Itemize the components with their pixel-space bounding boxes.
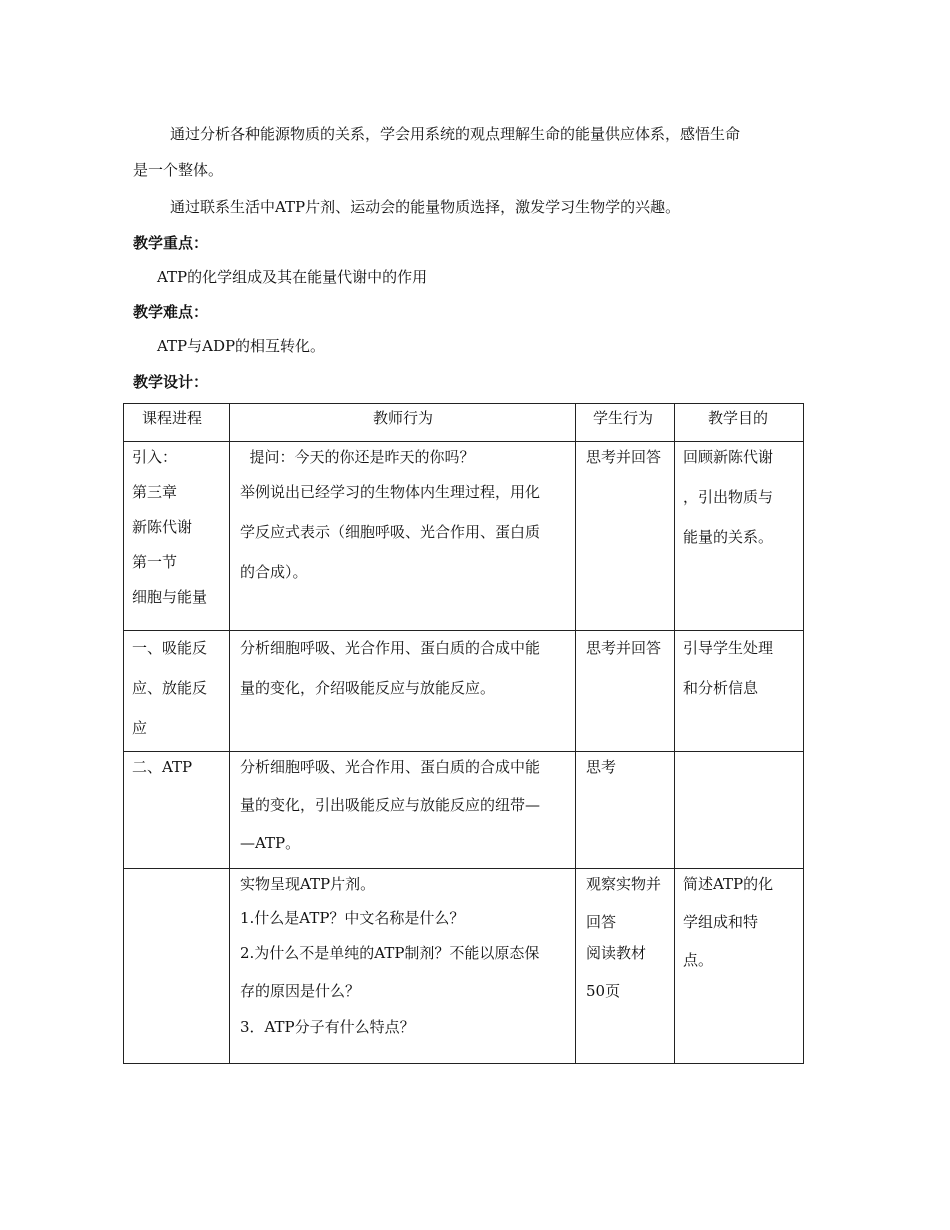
difficulty-heading: 教学难点： (133, 303, 209, 321)
cell-text-line: 量的变化，介绍吸能反应与放能反应。 (240, 679, 496, 697)
teaching-design-table (123, 403, 804, 1064)
cell-content (124, 404, 229, 441)
cell-content (124, 752, 229, 868)
cell-line-wrapper (132, 638, 224, 658)
cell-content (230, 752, 575, 868)
cell-teacher (230, 631, 576, 752)
cell-text-line: 学反应式表示（细胞呼吸、光合作用、蛋白质 (240, 523, 541, 541)
cell-text-line: 引入： (132, 448, 178, 466)
cell-content (576, 869, 674, 1063)
cell-text-line: 2.为什么不是单纯的ATP制剂？不能以原态保 (240, 944, 540, 962)
cell-text-line: 第一节 (132, 553, 178, 571)
cell-text-line: 回顾新陈代谢 (683, 448, 774, 466)
cell-text-line: 量的变化，引出吸能反应与放能反应的纽带— (240, 796, 541, 814)
cell-text-line: 点。 (683, 951, 714, 969)
cell-content (124, 869, 229, 1063)
cell-content (576, 631, 674, 751)
cell-content (576, 404, 674, 441)
cell-content (576, 752, 674, 868)
cell-content (576, 442, 674, 630)
cell-text-line: 存的原因是什么？ (240, 982, 361, 1000)
header-teacher (230, 404, 576, 442)
cell-text-line: 新陈代谢 (132, 518, 193, 536)
cell-content (230, 442, 575, 630)
cell-text-line: ，引出物质与 (683, 488, 774, 506)
cell-content (675, 404, 803, 441)
key-point-text: ATP的化学组成及其在能量代谢中的作用 (157, 268, 428, 286)
cell-process (124, 631, 230, 752)
cell-purpose (675, 631, 804, 752)
cell-teacher (230, 442, 576, 631)
difficulty-text: ATP与ADP的相互转化。 (157, 337, 326, 355)
table-row (124, 752, 804, 869)
cell-process (124, 752, 230, 869)
cell-purpose (675, 752, 804, 869)
cell-text-line: 引导学生处理 (683, 639, 774, 657)
cell-text-line: 应 (132, 719, 148, 737)
header-student (576, 404, 675, 442)
header-process (124, 404, 230, 442)
key-point-heading: 教学重点： (133, 234, 209, 252)
cell-text-line: 50页 (586, 982, 621, 1000)
cell-text-line: 学生行为 (593, 409, 654, 427)
cell-content (124, 442, 229, 630)
cell-text-line: 提问：今天的你还是昨天的你吗？ (240, 448, 475, 466)
cell-text-line: 应、放能反 (132, 679, 208, 697)
cell-student (576, 631, 675, 752)
objective-line-1: 通过分析各种能源物质的关系，学会用系统的观点理解生命的能量供应体系，感悟生命 (170, 125, 741, 143)
cell-text-line: 教师行为 (373, 409, 434, 427)
cell-text-line: 1.什么是ATP？中文名称是什么？ (240, 909, 465, 927)
design-heading: 教学设计： (133, 373, 209, 391)
cell-line-wrapper (586, 943, 666, 963)
cell-content (675, 631, 803, 751)
cell-text-line: 分析细胞呼吸、光合作用、蛋白质的合成中能 (240, 639, 541, 657)
cell-line-wrapper (132, 678, 224, 698)
cell-content (675, 752, 803, 868)
cell-text-line: 第三章 (132, 483, 178, 501)
cell-text-line: 3．ATP分子有什么特点？ (240, 1018, 415, 1036)
cell-student (576, 442, 675, 631)
cell-text-line: 学组成和特 (683, 913, 759, 931)
cell-text-line: 回答 (586, 913, 617, 931)
cell-content (230, 869, 575, 1063)
table-row (124, 442, 804, 631)
cell-teacher (230, 869, 576, 1064)
cell-line-wrapper (683, 912, 795, 932)
cell-text-line: —ATP。 (240, 834, 301, 852)
cell-teacher (230, 752, 576, 869)
cell-text-line: 课程进程 (142, 409, 203, 427)
cell-text-line: 思考 (586, 758, 617, 776)
table-row (124, 869, 804, 1064)
cell-purpose (675, 442, 804, 631)
cell-text-line: 能量的关系。 (683, 528, 774, 546)
cell-student (576, 869, 675, 1064)
cell-text-line: 细胞与能量 (132, 588, 208, 606)
cell-text-line: 教学目的 (708, 409, 769, 427)
cell-text-line: 简述ATP的化 (683, 875, 774, 893)
table-row (124, 631, 804, 752)
cell-text-line: 二、ATP (132, 758, 193, 776)
cell-purpose (675, 869, 804, 1064)
table-header-row (124, 404, 804, 442)
cell-process (124, 442, 230, 631)
cell-text-line: 一、吸能反 (132, 639, 208, 657)
cell-line-wrapper (683, 874, 795, 894)
cell-line-wrapper (683, 638, 795, 658)
cell-text-line: 和分析信息 (683, 679, 759, 697)
cell-process (124, 869, 230, 1064)
cell-text-line: 观察实物并 (586, 875, 662, 893)
cell-content (124, 631, 229, 751)
cell-text-line: 举例说出已经学习的生物体内生理过程，用化 (240, 483, 541, 501)
cell-content (675, 869, 803, 1063)
cell-content (675, 442, 803, 630)
cell-student (576, 752, 675, 869)
cell-text-line: 分析细胞呼吸、光合作用、蛋白质的合成中能 (240, 758, 541, 776)
cell-text-line: 阅读教材 (586, 944, 647, 962)
objective-line-3: 通过联系生活中ATP片剂、运动会的能量物质选择，激发学习生物学的兴趣。 (170, 198, 681, 216)
cell-text-line: 思考并回答 (586, 639, 662, 657)
header-purpose (675, 404, 804, 442)
cell-content (230, 631, 575, 751)
cell-text-line: 思考并回答 (586, 448, 662, 466)
cell-text-line: 实物呈现ATP片剂。 (240, 875, 376, 893)
cell-text-line: 的合成）。 (240, 563, 308, 581)
cell-content (230, 404, 575, 441)
objective-line-2: 是一个整体。 (133, 161, 224, 179)
